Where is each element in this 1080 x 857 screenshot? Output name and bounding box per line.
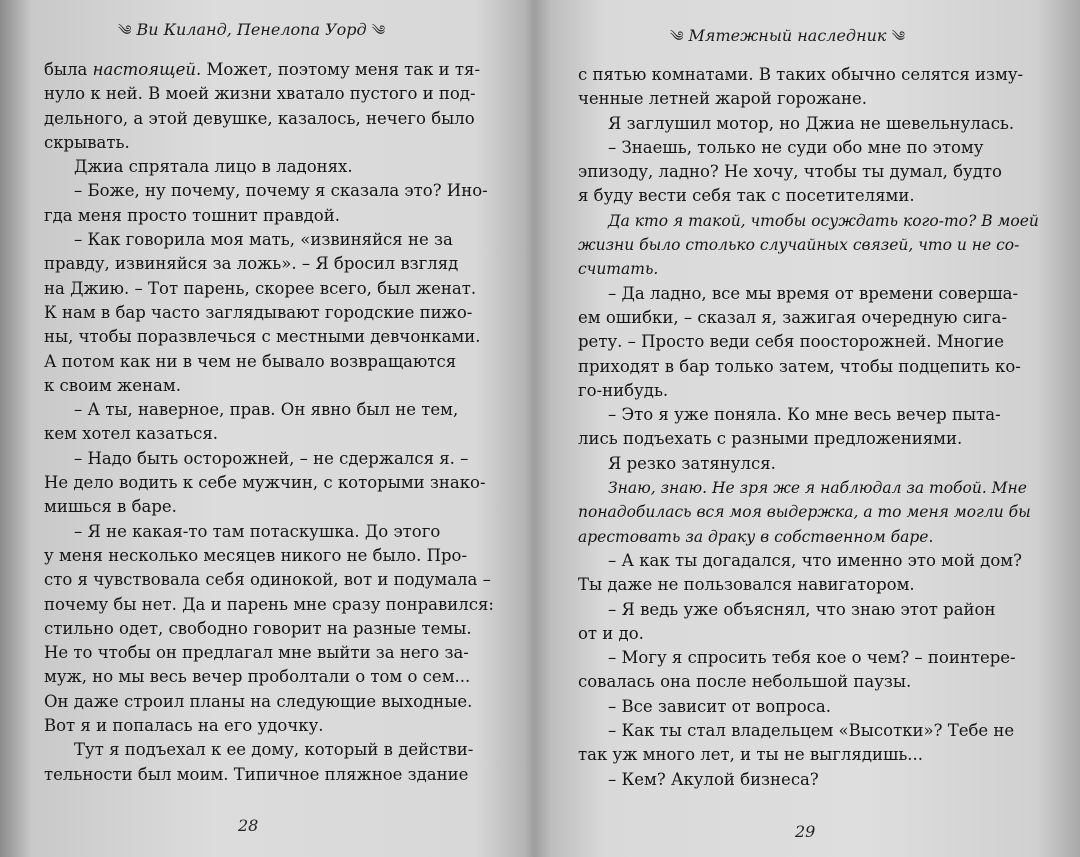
text-line: Он даже строил планы на следующие выходные. [44, 691, 473, 711]
text-line: – Знаешь, только не суди обо мне по этому [608, 137, 984, 157]
text-line: почему бы нет. Да и парень мне сразу понравился: [44, 594, 494, 614]
text-line: скрывать. [44, 132, 130, 152]
left-header-text: Ви Киланд, Пенелопа Уорд [136, 20, 367, 39]
text-line: тельности был моим. Типичное пляжное здание [44, 764, 469, 784]
right-page-text [578, 63, 1039, 792]
right-header-text: Мятежный наследник [688, 26, 887, 45]
text-line: я буду вести себя так с посетителями. [578, 186, 915, 206]
text-line: ем ошибки, – сказал я, зажигая очередную сига- [578, 307, 1008, 327]
text-line: к своим женам. [44, 375, 181, 395]
text-line: Не дело водить к себе мужчин, с которыми знако- [44, 473, 486, 493]
text-line: Не то чтобы он предлагал мне выйти за него за- [44, 643, 469, 663]
right-page-number: 29 [795, 822, 816, 841]
left-ornament-icon: ༄ [670, 29, 684, 45]
text-line: мишься в баре. [44, 497, 177, 517]
text-line: – А как ты догадался, что именно это мой дом? [608, 550, 1022, 570]
left-ornament-icon: ༄ [118, 23, 132, 39]
text-line: К нам в бар часто заглядывают городские пижо- [44, 302, 473, 322]
text-line: эпизоду, ладно? Не хочу, чтобы ты думал, будто [578, 162, 1002, 182]
text-line: совалась она после небольшой паузы. [578, 672, 912, 692]
text-line: приходят в бар только затем, чтобы подцепить ко- [578, 356, 1021, 376]
text-line: го-нибудь. [578, 380, 669, 400]
text-line: правду, извиняйся за ложь». – Я бросил взгляд [44, 254, 459, 274]
right-ornament-icon: ༄ [371, 23, 386, 39]
text-line: у меня несколько месяцев никого не было. Про- [44, 545, 468, 565]
text-line: Тут я подъехал к ее дому, который в действи- [74, 740, 474, 760]
text-line: гда меня просто тошнит правдой. [44, 205, 340, 225]
text-line: – Это я уже поняла. Ко мне весь вечер пыта- [608, 405, 1001, 425]
text-line: муж, но мы весь вечер проболтали о том о сем... [44, 667, 471, 687]
text-line: так уж много лет, и ты не выглядишь... [578, 745, 924, 765]
text-line: – Надо быть осторожней, – не сдержался я. – [74, 448, 469, 468]
text-line: – Кем? Акулой бизнеса? [608, 769, 819, 789]
text-line: ченные летней жарой горожане. [578, 89, 868, 109]
text-line: Ты даже не пользовался навигатором. [578, 575, 915, 595]
text-line: Знаю, знаю. Не зря же я наблюдал за тобой. Мне [608, 479, 1027, 498]
left-running-header [118, 14, 385, 54]
text-line: от и до. [578, 623, 644, 643]
text-line: – А ты, наверное, прав. Он явно был не тем, [74, 400, 459, 420]
text-line: рету. – Просто веди себя поосторожней. Многие [578, 332, 1004, 352]
text-line: – Могу я спросить тебя кое о чем? – поинтере- [608, 648, 1016, 668]
text-line: – Боже, ну почему, почему я сказала это? Ино- [74, 181, 488, 201]
text-line: арестовать за драку в собственном баре. [578, 527, 934, 546]
text-line: – Я не какая-то там потаскушка. До этого [74, 521, 441, 541]
text-line: кем хотел казаться. [44, 424, 219, 444]
text-line: была настоящей. Может, поэтому меня так и тя- [44, 60, 481, 79]
text-line: Да кто я такой, чтобы осуждать кого-то? В моей [608, 211, 1039, 230]
left-page [0, 0, 528, 857]
text-line: – Как говорила моя мать, «извиняйся не за [74, 230, 453, 250]
text-line: нуло к ней. В моей жизни хватало пустого и под- [44, 84, 476, 104]
text-line: – Все зависит от вопроса. [608, 696, 831, 716]
text-line: дельного, а этой девушке, казалось, нечего было [44, 108, 475, 128]
text-line: на Джию. – Тот парень, скорее всего, был женат. [44, 278, 477, 298]
left-page-number: 28 [238, 816, 259, 835]
text-line: – Как ты стал владельцем «Высотки»? Тебе не [608, 721, 1015, 741]
left-page-text [44, 58, 492, 787]
text-line: – Я ведь уже объяснял, что знаю этот район [608, 599, 996, 619]
right-page [540, 0, 1080, 857]
right-running-header [670, 20, 905, 60]
text-line: понадобилась вся моя выдержка, а то меня могли бы [578, 503, 1031, 522]
text-line: – Да ладно, все мы время от времени соверша- [608, 283, 1019, 303]
text-line: А потом как ни в чем не бывало возвращаются [44, 351, 457, 371]
text-line: Я резко затянулся. [608, 453, 776, 473]
text-line: ны, чтобы поразвлечься с местными девчонками. [44, 327, 481, 347]
text-line: Джиа спрятала лицо в ладонях. [74, 157, 353, 177]
text-line: лись подъехать с разными предложениями. [578, 429, 963, 449]
right-ornament-icon: ༄ [891, 29, 905, 45]
text-line: сто я чувствовала себя одинокой, вот и подумала – [44, 570, 491, 590]
text-line: считать. [578, 260, 659, 279]
text-line: Вот я и попалась на его удочку. [44, 716, 324, 736]
text-line: Я заглушил мотор, но Джиа не шевельнулась. [608, 113, 1015, 133]
text-line: с пятью комнатами. В таких обычно селятся изму- [578, 65, 1024, 84]
text-line: жизни было столько случайных связей, что и не со- [578, 236, 1020, 255]
text-line: стильно одет, свободно говорит на разные темы. [44, 618, 472, 638]
